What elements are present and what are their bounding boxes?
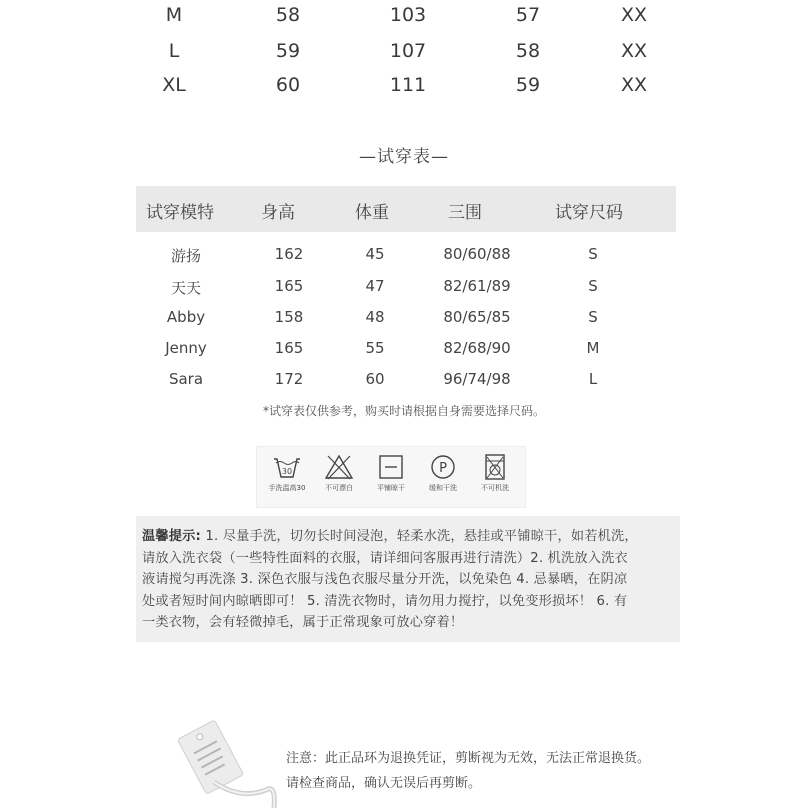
size-row-m [0,4,808,38]
cell-model: 天天 [170,279,202,297]
return-notice [286,746,650,796]
cell-size: S [588,308,598,326]
care-item [417,453,469,505]
table-row [136,277,676,307]
cell-height: 158 [274,308,304,326]
cell-measurements: 82/68/90 [443,339,511,357]
cell-weight: 55 [365,339,385,357]
tips-text: 1. 尽量手洗，切勿长时间浸泡，轻柔水洗，悬挂或平铺晾干，如若机洗， [201,529,638,544]
size-cell: 103 [389,4,427,26]
care-tips [136,516,680,642]
care-label: 不可漂白 [325,484,353,492]
tips-line: 一类衣物，会有轻微掉毛，属于正常现象可放心穿着！ [142,615,464,630]
cell-weight: 60 [365,370,385,388]
cell-measurements: 80/65/85 [443,308,511,326]
size-cell: XX [620,40,648,62]
try-on-header [136,186,676,232]
care-label: 不可机洗 [481,484,509,492]
care-label: 缓和干洗 [429,484,457,492]
size-cell: 107 [389,40,427,62]
cell-model: 游扬 [170,247,202,265]
security-tag-image [170,704,280,808]
cell-height: 165 [274,339,304,357]
cell-measurements: 96/74/98 [443,370,511,388]
header-weight: 体重 [355,203,389,223]
cell-size: S [588,277,598,295]
svg-text:30: 30 [281,467,293,476]
hand-wash-30-icon [272,453,302,481]
size-row-xl [0,74,808,108]
dry-clean-p-icon [428,453,458,481]
cell-measurements: 82/61/89 [443,277,511,295]
care-label: 手洗温高30 [268,484,306,492]
care-item [365,453,417,505]
size-cell: 57 [515,4,541,26]
cell-size: L [588,370,598,388]
no-bleach-icon [324,453,354,481]
tips-line: 处或者短时间内晾晒即可！ 5. 清洗衣物时，请勿用力搅拧，以免变形损坏！ 6. 有 [142,593,628,609]
table-row [136,370,676,400]
cell-size: M [586,339,600,357]
header-size: 试穿尺码 [555,203,623,223]
try-on-note: *试穿表仅供参考，购买时请根据自身需要选择尺码。 [262,404,545,418]
care-item [313,453,365,505]
size-row-l [0,40,808,74]
table-row [136,308,676,338]
care-instructions [256,446,526,508]
size-cell: 60 [275,74,301,96]
size-cell: XL [162,74,186,96]
header-model: 试穿模特 [146,203,214,223]
size-cell: L [168,40,180,62]
table-row [136,339,676,369]
notice-line-1: 注意：此正品环为退换凭证，剪断视为无效，无法正常退换货。 [286,751,651,766]
header-measurements: 三围 [448,203,482,223]
cell-model: Sara [168,370,204,388]
tips-label: 温馨提示: [142,529,202,544]
cell-model: Jenny [165,339,207,357]
tips-line: 液请搅匀再洗涤 3. 深色衣服与浅色衣服尽量分开洗，以免染色 4. 忌暴晒，在阴凉 [142,572,628,587]
size-cell: 59 [275,40,301,62]
flat-dry-icon [376,453,406,481]
try-on-title: —试穿表— [359,147,449,167]
care-item [261,453,313,505]
notice-line-2: 请检查商品，确认无误后再剪断。 [286,776,482,791]
cell-height: 165 [274,277,304,295]
size-cell: M [165,4,183,26]
cell-weight: 48 [365,308,385,326]
size-cell: 59 [515,74,541,96]
header-height: 身高 [261,203,295,223]
size-cell: 58 [275,4,301,26]
svg-text:P: P [439,461,447,476]
tips-line [142,526,672,548]
cell-size: S [588,245,598,263]
size-cell: 58 [515,40,541,62]
size-cell: XX [620,4,648,26]
table-row [136,245,676,275]
care-item [469,453,521,505]
no-machine-wash-icon [480,453,510,481]
size-cell: 111 [389,74,427,96]
cell-measurements: 80/60/88 [443,245,511,263]
tips-line: 请放入洗衣袋（一些特性面料的衣服，请详细问客服再进行清洗）2. 机洗放入洗衣 [142,550,628,566]
cell-weight: 45 [365,245,385,263]
cell-model: Abby [166,308,206,326]
care-label: 平铺晾干 [377,484,405,492]
size-cell: XX [620,74,648,96]
cell-weight: 47 [365,277,385,295]
cell-height: 162 [274,245,304,263]
cell-height: 172 [274,370,304,388]
